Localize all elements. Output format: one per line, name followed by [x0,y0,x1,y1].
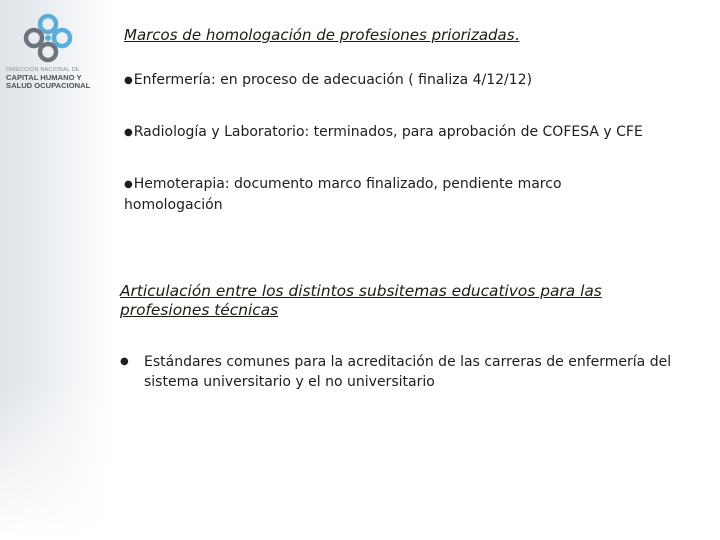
section1-heading-text: Marcos de homologación de profesiones priorizadas [124,26,515,44]
side-band-fade [0,380,110,540]
bullet-icon: ● [124,75,133,86]
list-item [124,70,532,91]
bullet-icon: ● [124,127,133,138]
org-line-3: SALUD OCUPACIONAL [6,81,91,90]
org-line-2: CAPITAL HUMANO Y [6,73,82,82]
dncho-logo-icon [22,12,74,64]
organization-name [6,66,98,90]
section1-heading [124,26,519,44]
bullet-icon: ● [124,179,133,190]
list-item [124,174,644,215]
list-item [124,122,643,143]
section2-heading: Articulación entre los distintos subsitemas educativos para las profesiones técnicas [120,282,602,319]
list-item-text: Radiología y Laboratorio: terminados, para aprobación de COFESA y CFE [133,124,643,140]
list-item [120,352,714,392]
list-item-text: Hemoterapia: documento marco finalizado, pendiente marco homologación [124,176,562,213]
bullet-icon: ● [120,356,129,367]
section1-heading-suffix: . [514,26,520,44]
org-line-1: DIRECCIÓN NACIONAL DE [6,67,80,73]
list-item-text: Estándares comunes para la acreditación de las carreras de enfermería del sistema universitario y el no universitario [144,354,672,390]
list-item-text: Enfermería: en proceso de adecuación ( finaliza 4/12/12) [133,72,533,88]
